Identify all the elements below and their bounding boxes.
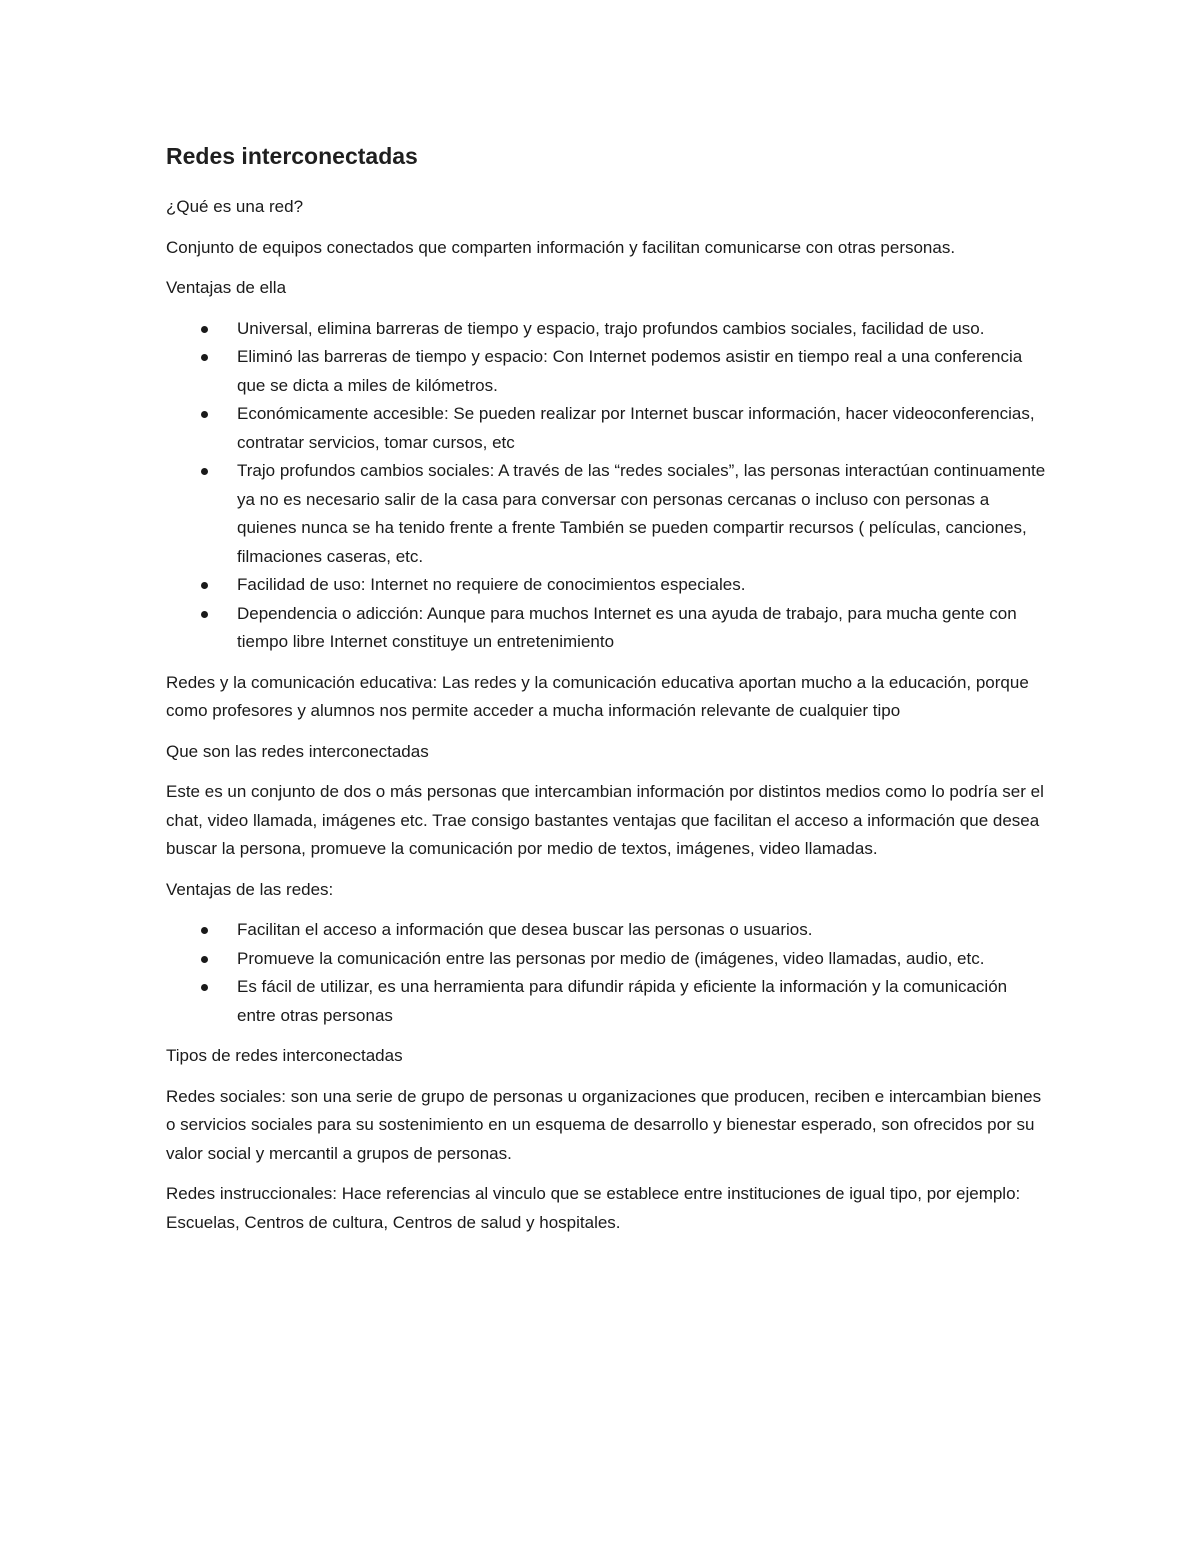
bullet-icon <box>201 411 208 418</box>
social-networks-paragraph: Redes sociales: son una serie de grupo de personas u organizaciones que producen, reciben e intercambian bienes o servicios sociales para su sostenimiento en un esquema de desarrollo y bienestar esperado, son ofrecidos por su valor social y mercantil a grupos de personas. <box>166 1086 1042 1163</box>
list-item-text: Dependencia o adicción: Aunque para muchos Internet es una ayuda de trabajo, para mucha gente con tiempo libre Internet constituye un entretenimiento <box>237 603 1017 651</box>
list-item <box>237 400 1046 457</box>
bullet-icon <box>201 927 208 934</box>
advantages-list <box>166 315 1046 657</box>
list-item <box>237 945 1046 974</box>
list-item <box>237 343 1046 400</box>
list-item <box>237 916 1046 945</box>
bullet-icon <box>201 956 208 963</box>
list-item <box>237 571 1046 600</box>
question-what-is-network: ¿Qué es una red? <box>166 197 304 216</box>
bullet-icon <box>201 468 208 475</box>
network-advantages-list <box>166 916 1046 1030</box>
list-item-text: Eliminó las barreras de tiempo y espacio: Con Internet podemos asistir en tiempo real a una conferencia que se dicta a miles de kilómetros. <box>237 347 1023 395</box>
bullet-icon <box>201 984 208 991</box>
educational-communication-paragraph: Redes y la comunicación educativa: Las redes y la comunicación educativa aportan mucho a la educación, porque como profesores y alumnos nos permite acceder a mucha información relevante de cualquier tipo <box>166 672 1029 720</box>
bullet-icon <box>201 326 208 333</box>
network-advantages-heading: Ventajas de las redes: <box>166 879 334 899</box>
bullet-icon <box>201 354 208 361</box>
list-item <box>237 973 1046 1030</box>
network-types-heading: Tipos de redes interconectadas <box>166 1046 403 1065</box>
list-item-text: Universal, elimina barreras de tiempo y espacio, trajo profundos cambios sociales, facilidad de uso. <box>237 318 985 338</box>
list-item <box>237 457 1046 571</box>
list-item-text: Es fácil de utilizar, es una herramienta para difundir rápida y eficiente la información y la comunicación entre otras personas <box>237 977 1008 1025</box>
list-item <box>237 315 1046 344</box>
list-item-text: Económicamente accesible: Se pueden realizar por Internet buscar información, hacer videoconferencias, contratar servicios, tomar cursos, etc <box>237 404 1035 452</box>
list-item-text: Promueve la comunicación entre las personas por medio de (imágenes, video llamadas, audio, etc. <box>237 948 985 968</box>
bullet-icon <box>201 611 208 618</box>
question-what-are-interconnected-networks: Que son las redes interconectadas <box>166 741 429 761</box>
list-item-text: Trajo profundos cambios sociales: A través de las “redes sociales”, las personas interactúan continuamente ya no es necesario salir de la casa para conversar con personas cercanas o incluso con personas a quienes nunca se ha tenido frente a frente También se pueden compartir recursos ( películas, canciones, filmaciones caseras, etc. <box>237 461 1046 566</box>
document-page <box>166 140 1046 1249</box>
advantages-heading: Ventajas de ella <box>166 278 287 297</box>
list-item-text: Facilidad de uso: Internet no requiere de conocimientos especiales. <box>237 575 746 594</box>
list-item-text: Facilitan el acceso a información que desea buscar las personas o usuarios. <box>237 920 813 939</box>
network-definition: Conjunto de equipos conectados que comparten información y facilitan comunicarse con otras personas. <box>166 237 956 257</box>
document-title: Redes interconectadas <box>166 143 418 169</box>
list-item <box>237 600 1046 657</box>
institutional-networks-paragraph: Redes instruccionales: Hace referencias al vinculo que se establece entre instituciones de igual tipo, por ejemplo: Escuelas, Centros de cultura, Centros de salud y hospitales. <box>166 1184 1021 1232</box>
interconnected-networks-definition: Este es un conjunto de dos o más personas que intercambian información por distintos medios como lo podría ser el chat, video llamada, imágenes etc. Trae consigo bastantes ventajas que facilitan el acceso a información que desea buscar la persona, promueve la comunicación por medio de textos, imágenes, video llamadas. <box>166 782 1044 858</box>
bullet-icon <box>201 582 208 589</box>
